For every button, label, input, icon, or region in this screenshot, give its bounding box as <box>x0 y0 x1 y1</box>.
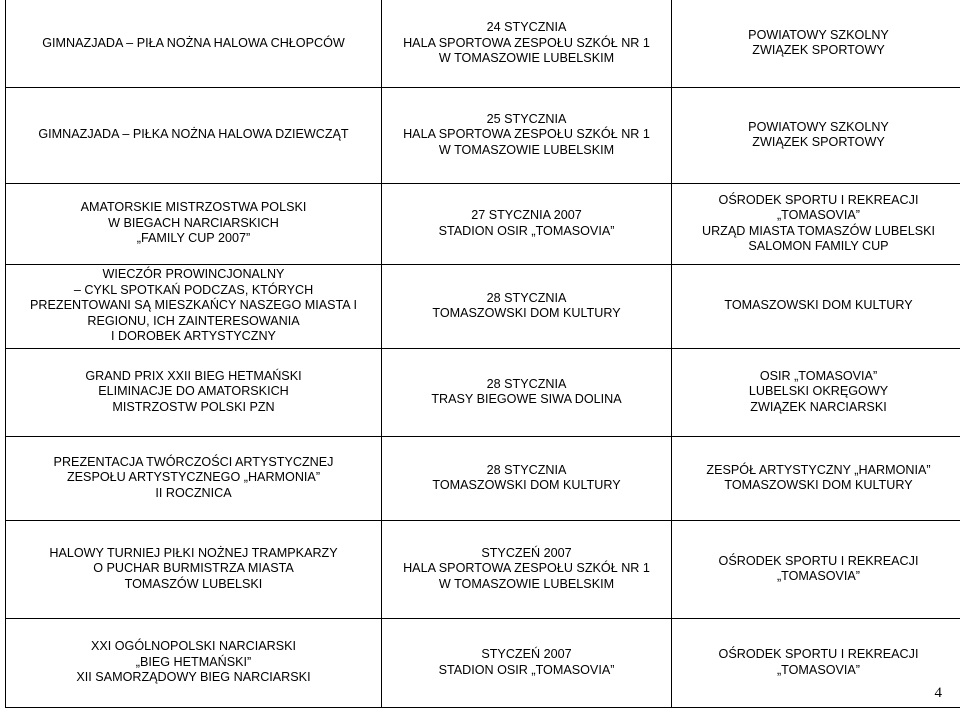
table-row <box>6 183 960 264</box>
cell-text-line: OSIR „TOMASOVIA” <box>676 369 960 384</box>
cell-text-line: II ROCZNICA <box>10 486 377 501</box>
cell-text-line: ZWIĄZEK SPORTOWY <box>676 135 960 150</box>
cell-text-line: OŚRODEK SPORTU I REKREACJI <box>676 554 960 569</box>
event-cell <box>6 618 382 707</box>
cell-text-line: 25 STYCZNIA <box>386 112 667 127</box>
event-cell <box>6 264 382 348</box>
cell-text-line: STYCZEŃ 2007 <box>386 647 667 662</box>
event-cell <box>6 348 382 436</box>
cell-text-line: STADION OSIR „TOMASOVIA” <box>386 663 667 678</box>
cell-text-line: OŚRODEK SPORTU I REKREACJI <box>676 647 960 662</box>
table-row <box>6 520 960 618</box>
cell-text-line: XII SAMORZĄDOWY BIEG NARCIARSKI <box>10 670 377 685</box>
cell-text-line: WIECZÓR PROWINCJONALNY <box>10 267 377 282</box>
table-row <box>6 264 960 348</box>
table-row <box>6 87 960 183</box>
cell-text-line: TOMASZOWSKI DOM KULTURY <box>386 478 667 493</box>
date-place-cell <box>382 183 672 264</box>
cell-text-line: ZESPÓŁ ARTYSTYCZNY „HARMONIA” <box>676 463 960 478</box>
organizer-cell <box>672 87 960 183</box>
cell-text-line: „BIEG HETMAŃSKI” <box>10 655 377 670</box>
cell-text-line: 27 STYCZNIA 2007 <box>386 208 667 223</box>
organizer-cell <box>672 520 960 618</box>
cell-text-line: – CYKL SPOTKAŃ PODCZAS, KTÓRYCH <box>10 283 377 298</box>
cell-text-line: I DOROBEK ARTYSTYCZNY <box>10 329 377 344</box>
cell-text-line: OŚRODEK SPORTU I REKREACJI <box>676 193 960 208</box>
cell-text-line: PREZENTACJA TWÓRCZOŚCI ARTYSTYCZNEJ <box>10 455 377 470</box>
cell-text-line: GIMNAZJADA – PIŁKA NOŻNA HALOWA DZIEWCZĄT <box>10 127 377 142</box>
event-cell <box>6 0 382 87</box>
organizer-cell <box>672 348 960 436</box>
table-row <box>6 436 960 520</box>
cell-text-line: ZWIĄZEK SPORTOWY <box>676 43 960 58</box>
cell-text-line: TOMASZOWSKI DOM KULTURY <box>676 298 960 313</box>
cell-text-line: W TOMASZOWIE LUBELSKIM <box>386 143 667 158</box>
cell-text-line: „TOMASOVIA” <box>676 663 960 678</box>
event-cell <box>6 436 382 520</box>
date-place-cell <box>382 618 672 707</box>
cell-text-line: POWIATOWY SZKOLNY <box>676 28 960 43</box>
date-place-cell <box>382 87 672 183</box>
organizer-cell <box>672 618 960 707</box>
cell-text-line: TOMASZÓW LUBELSKI <box>10 577 377 592</box>
cell-text-line: HALA SPORTOWA ZESPOŁU SZKÓŁ NR 1 <box>386 127 667 142</box>
cell-text-line: LUBELSKI OKRĘGOWY <box>676 384 960 399</box>
organizer-cell <box>672 264 960 348</box>
cell-text-line: ZWIĄZEK NARCIARSKI <box>676 400 960 415</box>
cell-text-line: MISTRZOSTW POLSKI PZN <box>10 400 377 415</box>
events-table <box>5 0 960 708</box>
cell-text-line: TRASY BIEGOWE SIWA DOLINA <box>386 392 667 407</box>
cell-text-line: HALA SPORTOWA ZESPOŁU SZKÓŁ NR 1 <box>386 36 667 51</box>
cell-text-line: 28 STYCZNIA <box>386 377 667 392</box>
cell-text-line: 28 STYCZNIA <box>386 463 667 478</box>
date-place-cell <box>382 264 672 348</box>
date-place-cell <box>382 436 672 520</box>
cell-text-line: STYCZEŃ 2007 <box>386 546 667 561</box>
table-row <box>6 348 960 436</box>
cell-text-line: W BIEGACH NARCIARSKICH <box>10 216 377 231</box>
table-row <box>6 0 960 87</box>
cell-text-line: 24 STYCZNIA <box>386 20 667 35</box>
date-place-cell <box>382 520 672 618</box>
organizer-cell <box>672 436 960 520</box>
cell-text-line: STADION OSIR „TOMASOVIA” <box>386 224 667 239</box>
cell-text-line: HALA SPORTOWA ZESPOŁU SZKÓŁ NR 1 <box>386 561 667 576</box>
cell-text-line: GRAND PRIX XXII BIEG HETMAŃSKI <box>10 369 377 384</box>
organizer-cell <box>672 183 960 264</box>
cell-text-line: „FAMILY CUP 2007” <box>10 231 377 246</box>
date-place-cell <box>382 0 672 87</box>
cell-text-line: XXI OGÓLNOPOLSKI NARCIARSKI <box>10 639 377 654</box>
cell-text-line: „TOMASOVIA” <box>676 208 960 223</box>
event-cell <box>6 520 382 618</box>
cell-text-line: PREZENTOWANI SĄ MIESZKAŃCY NASZEGO MIASTA I <box>10 298 377 313</box>
date-place-cell <box>382 348 672 436</box>
page-number: 4 <box>935 686 943 701</box>
table-row <box>6 618 960 707</box>
event-cell <box>6 87 382 183</box>
cell-text-line: GIMNAZJADA – PIŁA NOŻNA HALOWA CHŁOPCÓW <box>10 36 377 51</box>
cell-text-line: W TOMASZOWIE LUBELSKIM <box>386 51 667 66</box>
cell-text-line: SALOMON FAMILY CUP <box>676 239 960 254</box>
cell-text-line: 28 STYCZNIA <box>386 291 667 306</box>
cell-text-line: TOMASZOWSKI DOM KULTURY <box>676 478 960 493</box>
cell-text-line: POWIATOWY SZKOLNY <box>676 120 960 135</box>
cell-text-line: O PUCHAR BURMISTRZA MIASTA <box>10 561 377 576</box>
cell-text-line: HALOWY TURNIEJ PIŁKI NOŻNEJ TRAMPKARZY <box>10 546 377 561</box>
cell-text-line: „TOMASOVIA” <box>676 569 960 584</box>
events-table-body <box>6 0 960 707</box>
cell-text-line: ELIMINACJE DO AMATORSKICH <box>10 384 377 399</box>
cell-text-line: W TOMASZOWIE LUBELSKIM <box>386 577 667 592</box>
cell-text-line: ZESPOŁU ARTYSTYCZNEGO „HARMONIA” <box>10 470 377 485</box>
event-cell <box>6 183 382 264</box>
cell-text-line: URZĄD MIASTA TOMASZÓW LUBELSKI <box>676 224 960 239</box>
cell-text-line: REGIONU, ICH ZAINTERESOWANIA <box>10 314 377 329</box>
organizer-cell <box>672 0 960 87</box>
cell-text-line: AMATORSKIE MISTRZOSTWA POLSKI <box>10 200 377 215</box>
cell-text-line: TOMASZOWSKI DOM KULTURY <box>386 306 667 321</box>
